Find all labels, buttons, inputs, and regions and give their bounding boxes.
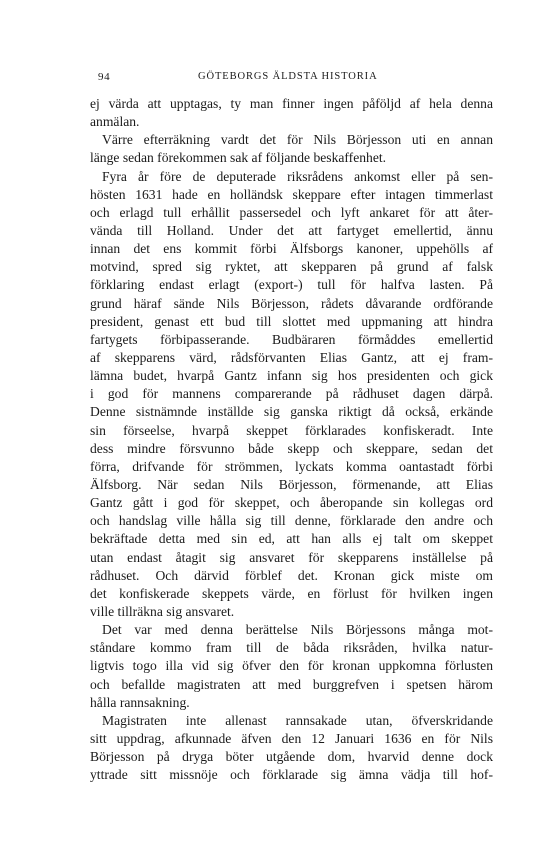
text-line: och handslag ville hålla sig till denne, förklarade den andre och [90,513,493,529]
text-line: sin förseelse, hvarpå skeppet förklarades konfiskeradt. Inte [90,422,493,438]
running-head [90,71,493,87]
text-line: ligtvis togo illa vid sig öfver den för kronan uppkomna förlusten [90,658,493,674]
text-line: vända till Holland. Under det att fartyget emellertid, ännu [90,222,493,238]
text-line: af skepparens värd, rådsförvanten Elias Gantz, att ej fram- [90,349,493,365]
text-line: fartygets förbipasserande. Budbäraren förmåddes emellertid [90,331,493,347]
text-line: Magistraten inte allenast rannsakade utan, öfverskridande [102,712,493,728]
text-line: länge sedan förekommen sak af följande beskaffenhet. [90,150,387,166]
text-line: i god för mannens comparerande på rådhuset dagen därpå. [90,386,493,402]
text-line: sitt uppdrag, afkunnade äfven den 12 Januari 1636 en för Nils [90,730,493,746]
text-line: dess mindre försvunno både skepp och skeppare, sedan det [90,440,493,456]
text-line: Gantz gått i god för skeppet, och åberopande sin kollegas ord [90,495,493,511]
text-line: Älfsborg. När sedan Nils Börjesson, förmenande, att Elias [90,476,493,492]
body-text [90,95,493,784]
text-line: president, genast ett bud till slottet med uppmaning att hindra [90,313,493,329]
text-line: grund häraf sände Nils Börjesson, rådets dåvarande ordförande [90,295,493,311]
text-line: förra, drifvande för strömmen, lyckats komma oantastadt förbi [90,458,493,474]
text-line: förklaring endast erlagt (export-) tull för halfva lasten. På [90,277,493,293]
text-line: anmälan. [90,114,140,130]
text-line: innan det ens kommit förbi Älfsborgs kanoner, uppehölls af [90,241,493,257]
text-line: rådhuset. Och därvid förblef det. Kronan gick miste om [90,567,493,583]
text-line: yttrade sitt missnöje och förklarade sig ämna vädja till hof- [90,767,493,783]
text-line: och erlagd tull erhållit passersedel och lyft ankaret för att åter- [90,204,493,220]
running-title: GÖTEBORGS ÄLDSTA HISTORIA [198,71,378,82]
text-line: lämna budet, hvarpå Gantz infann sig hos presidenten och gick [90,368,493,384]
text-line: ståndare kommo fram till de båda riksråden, hvilka natur- [90,640,493,656]
text-line: ej värda att upptagas, ty man finner ingen påföljd af hela denna [90,96,493,111]
text-line: Värre efterräkning vardt det för Nils Börjesson uti en annan [102,132,493,148]
text-line: Det var med denna berättelse Nils Börjessons många mot- [102,622,493,638]
text-line: Denne sistnämnde inställde sig ganska riktigt då också, erkände [90,404,493,420]
text-line: hösten 1631 hade en holländsk skeppare efter intagen timmerlast [90,186,493,202]
text-line: motvind, spred sig ryktet, att skepparen på grund af falsk [90,259,493,275]
text-line: Börjesson på dryga böter utgående dom, hvarvid denne dock [90,749,493,765]
text-line: och befallde magistraten att med burggrefven i spetsen härom [90,676,493,692]
text-line: bekräftade detta med sin ed, att han alls ej talt om skeppet [90,531,493,547]
text-line: utan endast åtagit sig ansvaret för skepparens inställelse på [90,549,493,565]
text-line: Fyra år före de deputerade riksrådens ankomst eller på sen- [102,168,493,184]
text-line: ville tillräkna sig ansvaret. [90,603,235,619]
page-number: 94 [98,71,111,83]
text-line: hålla rannsakning. [90,694,190,710]
text-line: det konfiskerade skeppets värde, en förlust för hvilken ingen [90,585,493,601]
